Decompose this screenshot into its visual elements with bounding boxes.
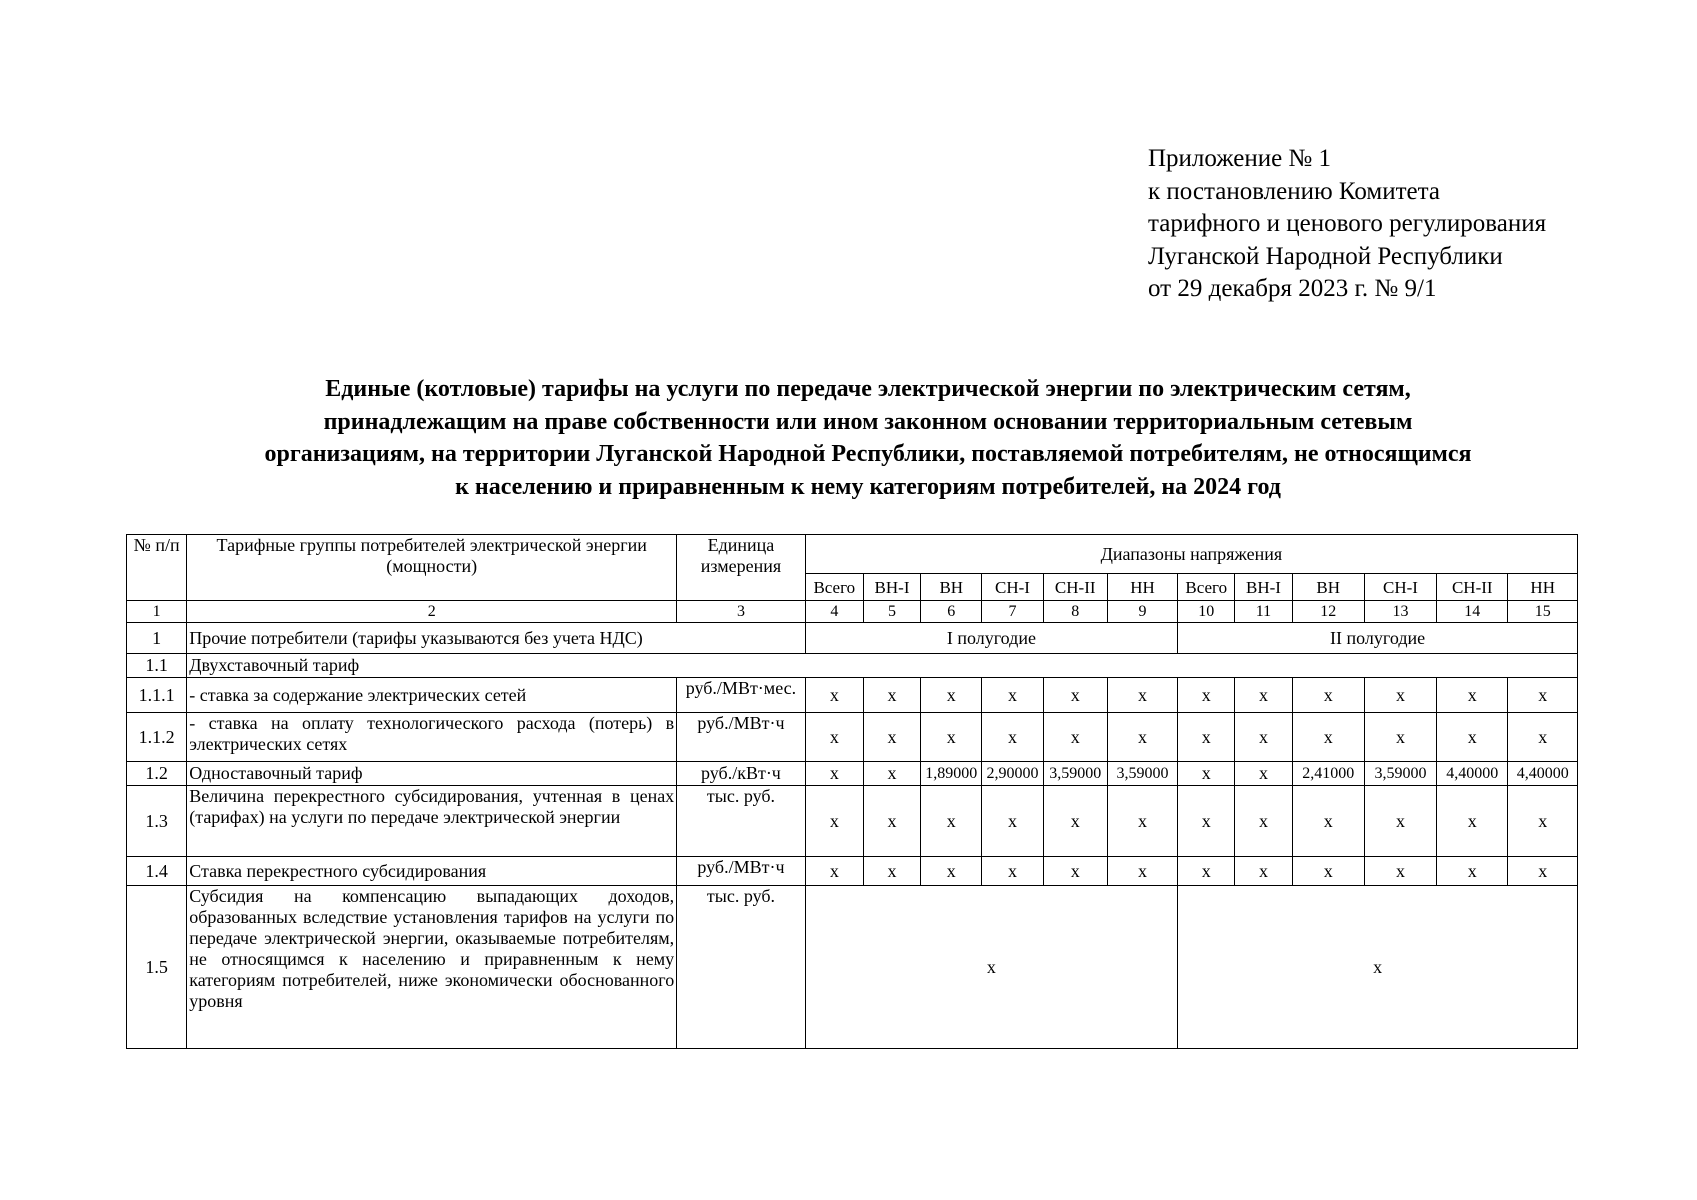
appendix-line: Луганской Народной Республики — [1148, 242, 1503, 270]
row-num: 1.3 — [127, 786, 187, 857]
value-cell: х — [1043, 713, 1107, 762]
row-unit: руб./МВт·ч — [677, 857, 806, 886]
voltage-col-header: СН-I — [1364, 574, 1436, 601]
value-cell: х — [921, 678, 982, 713]
value-cell: х — [863, 713, 920, 762]
value-cell: х — [1178, 713, 1235, 762]
value-cell: 3,59000 — [1043, 762, 1107, 786]
row-name: - ставка за содержание электрических сетей — [187, 678, 677, 713]
value-cell: х — [863, 857, 920, 886]
value-cell: х — [1508, 857, 1578, 886]
column-number-row — [127, 601, 1578, 623]
appendix-line: к постановлению Комитета — [1148, 177, 1440, 205]
table-row — [127, 713, 1578, 762]
header-voltage-ranges: Диапазоны напряжения — [805, 535, 1577, 574]
voltage-col-header: СН-I — [982, 574, 1043, 601]
value-cell: х — [805, 786, 863, 857]
section-name: Прочие потребители (тарифы указываются без учета НДС) — [187, 623, 805, 654]
row-num: 1.2 — [127, 762, 187, 786]
appendix-reference — [1148, 143, 1546, 306]
header-consumer-groups: Тарифные группы потребителей электрической энергии (мощности) — [187, 535, 677, 601]
column-number: 1 — [127, 601, 187, 623]
value-cell: 2,90000 — [982, 762, 1043, 786]
value-cell: х — [1437, 713, 1508, 762]
value-cell: 2,41000 — [1292, 762, 1364, 786]
column-number: 7 — [982, 601, 1043, 623]
row-name: - ставка на оплату технологического расхода (потерь) в электрических сетях — [187, 713, 677, 762]
value-cell: х — [1235, 857, 1292, 886]
table-row — [127, 786, 1578, 857]
value-cell: 4,40000 — [1437, 762, 1508, 786]
value-cell: х — [1043, 786, 1107, 857]
value-cell: х — [1508, 713, 1578, 762]
table-row — [127, 857, 1578, 886]
document-title — [128, 373, 1608, 503]
value-cell: х — [1437, 786, 1508, 857]
value-cell: х — [1364, 713, 1436, 762]
value-cell: х — [1178, 762, 1235, 786]
column-number: 9 — [1107, 601, 1177, 623]
voltage-col-header: СН-II — [1437, 574, 1508, 601]
value-cell: х — [1437, 857, 1508, 886]
row-num: 1.1.2 — [127, 713, 187, 762]
value-cell: х — [1364, 678, 1436, 713]
voltage-col-header: Всего — [1178, 574, 1235, 601]
value-cell-half1: х — [805, 886, 1177, 1049]
value-cell: х — [1437, 678, 1508, 713]
half-year-2: II полугодие — [1178, 623, 1578, 654]
row-name: Одноставочный тариф — [187, 762, 677, 786]
value-cell: х — [1178, 786, 1235, 857]
title-line: к населению и приравненным к нему категориям потребителей, на 2024 год — [455, 473, 1281, 500]
value-cell: х — [1235, 786, 1292, 857]
title-line: Единые (котловые) тарифы на услуги по передаче электрической энергии по электрическим сетям, — [325, 376, 1411, 402]
column-number: 12 — [1292, 601, 1364, 623]
voltage-col-header: Всего — [805, 574, 863, 601]
row-name: Двухставочный тариф — [187, 654, 1578, 678]
column-number: 8 — [1043, 601, 1107, 623]
value-cell: х — [805, 857, 863, 886]
value-cell: х — [982, 786, 1043, 857]
table-row — [127, 886, 1578, 1049]
value-cell: х — [805, 713, 863, 762]
table-row — [127, 678, 1578, 713]
value-cell: х — [1107, 786, 1177, 857]
appendix-line: от 29 декабря 2023 г. № 9/1 — [1148, 275, 1437, 302]
value-cell-half2: х — [1178, 886, 1578, 1049]
row-num: 1.5 — [127, 886, 187, 1049]
column-number: 14 — [1437, 601, 1508, 623]
value-cell: х — [1107, 678, 1177, 713]
row-num: 1.4 — [127, 857, 187, 886]
value-cell: 3,59000 — [1364, 762, 1436, 786]
value-cell: х — [982, 713, 1043, 762]
row-name: Субсидия на компенсацию выпадающих доходов, образованных вследствие установления тарифов на услуги по передаче электрической энергии, оказываемые потребителям, не относящимся к населению и приравненным к нему категориям потребителей, ниже экономически обоснованного уровня — [187, 886, 677, 1049]
value-cell: х — [1292, 857, 1364, 886]
voltage-col-header: ВН-I — [863, 574, 920, 601]
voltage-col-header: НН — [1107, 574, 1177, 601]
appendix-line: Приложение № 1 — [1148, 145, 1332, 172]
column-number: 4 — [805, 601, 863, 623]
table-row — [127, 654, 1578, 678]
header-unit: Единица измерения — [677, 535, 806, 601]
row-unit: руб./МВт·мес. — [677, 678, 806, 713]
column-number: 11 — [1235, 601, 1292, 623]
value-cell: х — [1235, 678, 1292, 713]
value-cell: х — [1292, 786, 1364, 857]
voltage-col-header: ВН — [921, 574, 982, 601]
row-unit: руб./кВт·ч — [677, 762, 806, 786]
row-num: 1.1 — [127, 654, 187, 678]
value-cell: х — [982, 678, 1043, 713]
title-line: организациям, на территории Луганской Народной Республики, поставляемой потребителям, не относящимся — [264, 441, 1472, 467]
voltage-col-header: НН — [1508, 574, 1578, 601]
value-cell: х — [1292, 713, 1364, 762]
value-cell: х — [982, 857, 1043, 886]
value-cell: х — [1107, 713, 1177, 762]
tariff-table — [126, 534, 1578, 1049]
row-name: Ставка перекрестного субсидирования — [187, 857, 677, 886]
half-year-1: I полугодие — [805, 623, 1177, 654]
row-unit: тыс. руб. — [677, 786, 806, 857]
value-cell: х — [863, 678, 920, 713]
column-number: 6 — [921, 601, 982, 623]
appendix-line: тарифного и ценового регулирования — [1148, 210, 1547, 237]
header-row — [127, 535, 1578, 574]
value-cell: х — [1235, 713, 1292, 762]
column-number: 13 — [1364, 601, 1436, 623]
column-number: 3 — [677, 601, 806, 623]
column-number: 10 — [1178, 601, 1235, 623]
column-number: 2 — [187, 601, 677, 623]
value-cell: 3,59000 — [1107, 762, 1177, 786]
table-row — [127, 762, 1578, 786]
section-row — [127, 623, 1578, 654]
title-line: принадлежащим на праве собственности или ином законном основании территориальным сетевым — [323, 408, 1413, 435]
value-cell: х — [1107, 857, 1177, 886]
value-cell: х — [921, 857, 982, 886]
voltage-col-header: ВН-I — [1235, 574, 1292, 601]
value-cell: х — [1508, 786, 1578, 857]
value-cell: х — [1235, 762, 1292, 786]
value-cell: 1,89000 — [921, 762, 982, 786]
value-cell: х — [1364, 857, 1436, 886]
row-unit: тыс. руб. — [677, 886, 806, 1049]
header-num: № п/п — [127, 535, 187, 601]
value-cell: 4,40000 — [1508, 762, 1578, 786]
row-name: Величина перекрестного субсидирования, учтенная в ценах (тарифах) на услуги по передаче электрической энергии — [187, 786, 677, 857]
value-cell: х — [805, 762, 863, 786]
value-cell: х — [1043, 678, 1107, 713]
row-num: 1 — [127, 623, 187, 654]
voltage-col-header: СН-II — [1043, 574, 1107, 601]
value-cell: х — [1508, 678, 1578, 713]
value-cell: х — [863, 762, 920, 786]
voltage-col-header: ВН — [1292, 574, 1364, 601]
value-cell: х — [921, 713, 982, 762]
value-cell: х — [805, 678, 863, 713]
value-cell: х — [1043, 857, 1107, 886]
column-number: 15 — [1508, 601, 1578, 623]
value-cell: х — [1178, 678, 1235, 713]
row-unit: руб./МВт·ч — [677, 713, 806, 762]
value-cell: х — [863, 786, 920, 857]
value-cell: х — [1178, 857, 1235, 886]
column-number: 5 — [863, 601, 920, 623]
value-cell: х — [1364, 786, 1436, 857]
value-cell: х — [1292, 678, 1364, 713]
value-cell: х — [921, 786, 982, 857]
row-num: 1.1.1 — [127, 678, 187, 713]
